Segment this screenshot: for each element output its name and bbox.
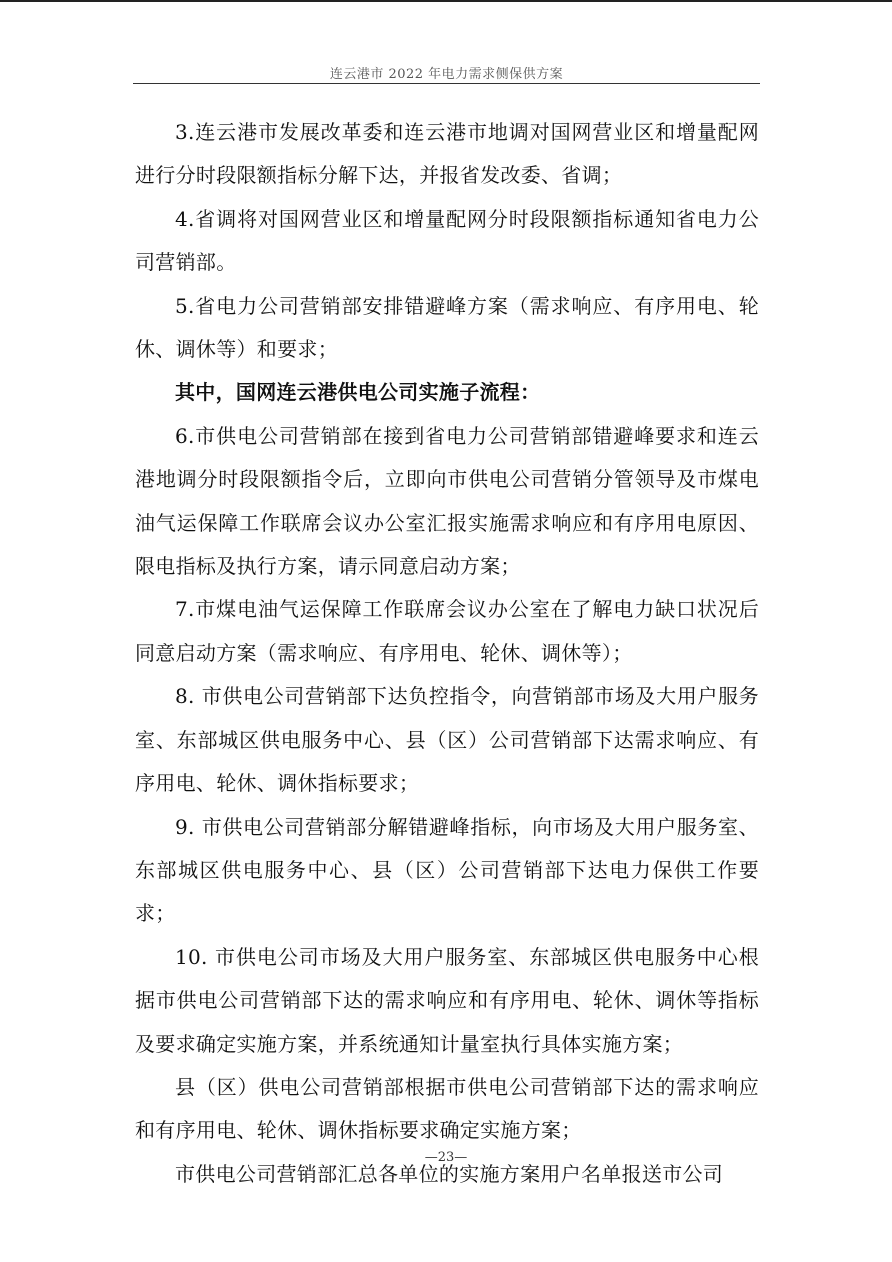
paragraph-step-6: 6.市供电公司营销部在接到省电力公司营销部错避峰要求和连云港地调分时段限额指令后，立即向市供电公司营销分管领导及市煤电油气运保障工作联席会议办公室汇报实施需求响应和有序用电原因、限电指标及执行方案，请示同意启动方案； (135, 423, 759, 579)
paragraph-county-plan: 县（区）供电公司营销部根据市供电公司营销部下达的需求响应和有序用电、轮休、调休指标要求确定实施方案； (135, 1074, 759, 1143)
page-top-edge (0, 0, 892, 2)
body-text (135, 111, 759, 1196)
paragraph-step-7: 7.市煤电油气运保障工作联席会议办公室在了解电力缺口状况后同意启动方案（需求响应、有序用电、轮休、调休等）； (135, 597, 759, 665)
page-number: —23— (424, 1150, 468, 1165)
paragraph-step-4: 4.省调将对国网营业区和增量配网分时段限额指标通知省电力公司营销部。 (135, 206, 759, 275)
paragraph-summary: 市供电公司营销部汇总各单位的实施方案用户名单报送市公司 (175, 1161, 724, 1186)
subprocess-heading: 其中，国网连云港供电公司实施子流程： (175, 380, 541, 405)
paragraph-step-9: 9. 市供电公司营销部分解错避峰指标，向市场及大用户服务室、东部城区供电服务中心、县（区）公司营销部下达电力保供工作要求； (135, 814, 759, 926)
header-rule (133, 83, 760, 84)
paragraph-step-8: 8. 市供电公司营销部下达负控指令，向营销部市场及大用户服务室、东部城区供电服务中心、县（区）公司营销部下达需求响应、有序用电、轮休、调休指标要求； (135, 684, 759, 796)
running-header: 连云港市 2022 年电力需求侧保供方案 (329, 67, 564, 82)
paragraph-step-3: 3.连云港市发展改革委和连云港市地调对国网营业区和增量配网进行分时段限额指标分解下达，并报省发改委、省调； (135, 120, 759, 188)
paragraph-step-10: 10. 市供电公司市场及大用户服务室、东部城区供电服务中心根据市供电公司营销部下达的需求响应和有序用电、轮休、调休等指标及要求确定实施方案，并系统通知计量室执行具体实施方案； (135, 944, 759, 1056)
paragraph-step-5: 5.省电力公司营销部安排错避峰方案（需求响应、有序用电、轮休、调休等）和要求； (135, 293, 759, 362)
